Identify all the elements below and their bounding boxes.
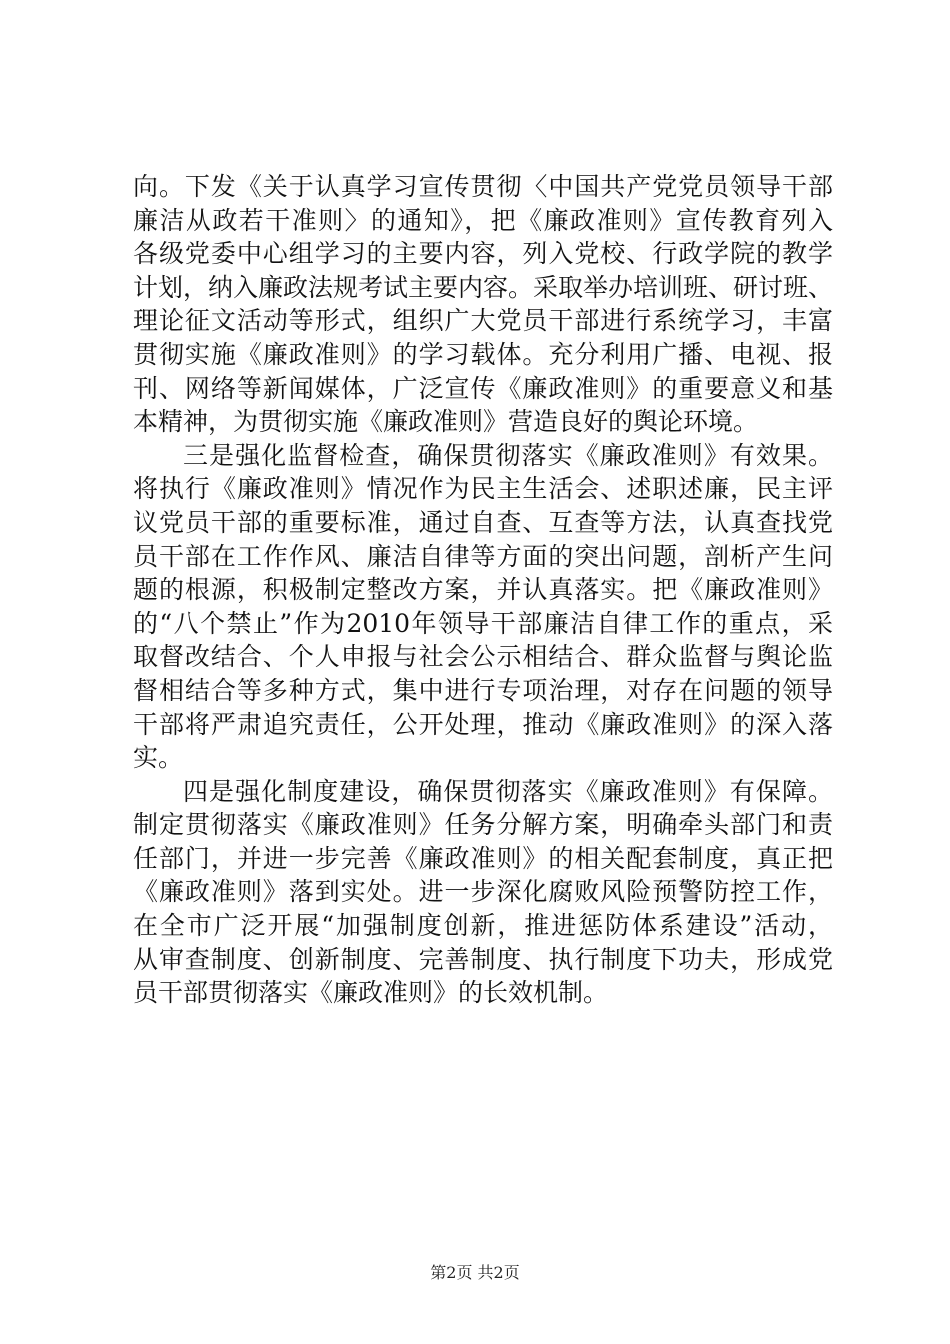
paragraph	[133, 439, 833, 775]
text-line: 计划，纳入廉政法规考试主要内容。采取举办培训班、研讨班、	[133, 272, 834, 302]
text-line: 员干部贯彻落实《廉政准则》的长效机制。	[133, 978, 609, 1008]
paragraph	[133, 170, 833, 439]
text-line: 实。	[133, 743, 184, 773]
text-line: 员干部在工作作风、廉洁自律等方面的突出问题，剖析产生问	[133, 541, 833, 571]
document-body	[133, 170, 833, 1010]
text-line: 本精神，为贯彻实施《廉政准则》营造良好的舆论环境。	[133, 407, 759, 437]
text-line: 制定贯彻落实《廉政准则》任务分解方案，明确牵头部门和责	[133, 810, 833, 840]
text-line: 各级党委中心组学习的主要内容，列入党校、行政学院的教学	[133, 239, 833, 269]
page-footer: 第2页 共2页	[430, 1263, 520, 1282]
text-line: 廉洁从政若干准则〉的通知》，把《廉政准则》宣传教育列入	[133, 205, 833, 235]
text-line: 《廉政准则》落到实处。进一步深化腐败风险预警防控工作，	[133, 877, 833, 907]
text-line: 从审查制度、创新制度、完善制度、执行制度下功夫，形成党	[133, 944, 833, 974]
text-line: 议党员干部的重要标准，通过自查、互查等方法，认真查找党	[133, 507, 833, 537]
text-line: 在全市广泛开展“加强制度创新，推进惩防体系建设”活动，	[133, 911, 833, 941]
text-line: 理论征文活动等形式，组织广大党员干部进行系统学习，丰富	[133, 306, 833, 336]
text-line: 取督改结合、个人申报与社会公示相结合、群众监督与舆论监	[133, 642, 833, 672]
paragraph	[133, 775, 833, 1010]
text-line: 任部门，并进一步完善《廉政准则》的相关配套制度，真正把	[133, 843, 833, 873]
text-line: 四是强化制度建设，确保贯彻落实《廉政准则》有保障。	[183, 776, 833, 806]
text-line: 刊、网络等新闻媒体，广泛宣传《廉政准则》的重要意义和基	[133, 373, 833, 403]
text-line: 向。下发《关于认真学习宣传贯彻〈中国共产党党员领导干部	[133, 172, 833, 201]
text-line: 干部将严肃追究责任，公开处理，推动《廉政准则》的深入落	[133, 709, 833, 739]
text-line: 的“八个禁止”作为2010年领导干部廉洁自律工作的重点，采	[133, 608, 833, 638]
text-line: 三是强化监督检查，确保贯彻落实《廉政准则》有效果。	[183, 440, 833, 470]
text-line: 题的根源，积极制定整改方案，并认真落实。把《廉政准则》	[133, 575, 833, 605]
text-line: 贯彻实施《廉政准则》的学习载体。充分利用广播、电视、报	[133, 339, 833, 369]
text-line: 将执行《廉政准则》情况作为民主生活会、述职述廉，民主评	[133, 474, 833, 504]
text-line: 督相结合等多种方式，集中进行专项治理，对存在问题的领导	[133, 675, 833, 705]
